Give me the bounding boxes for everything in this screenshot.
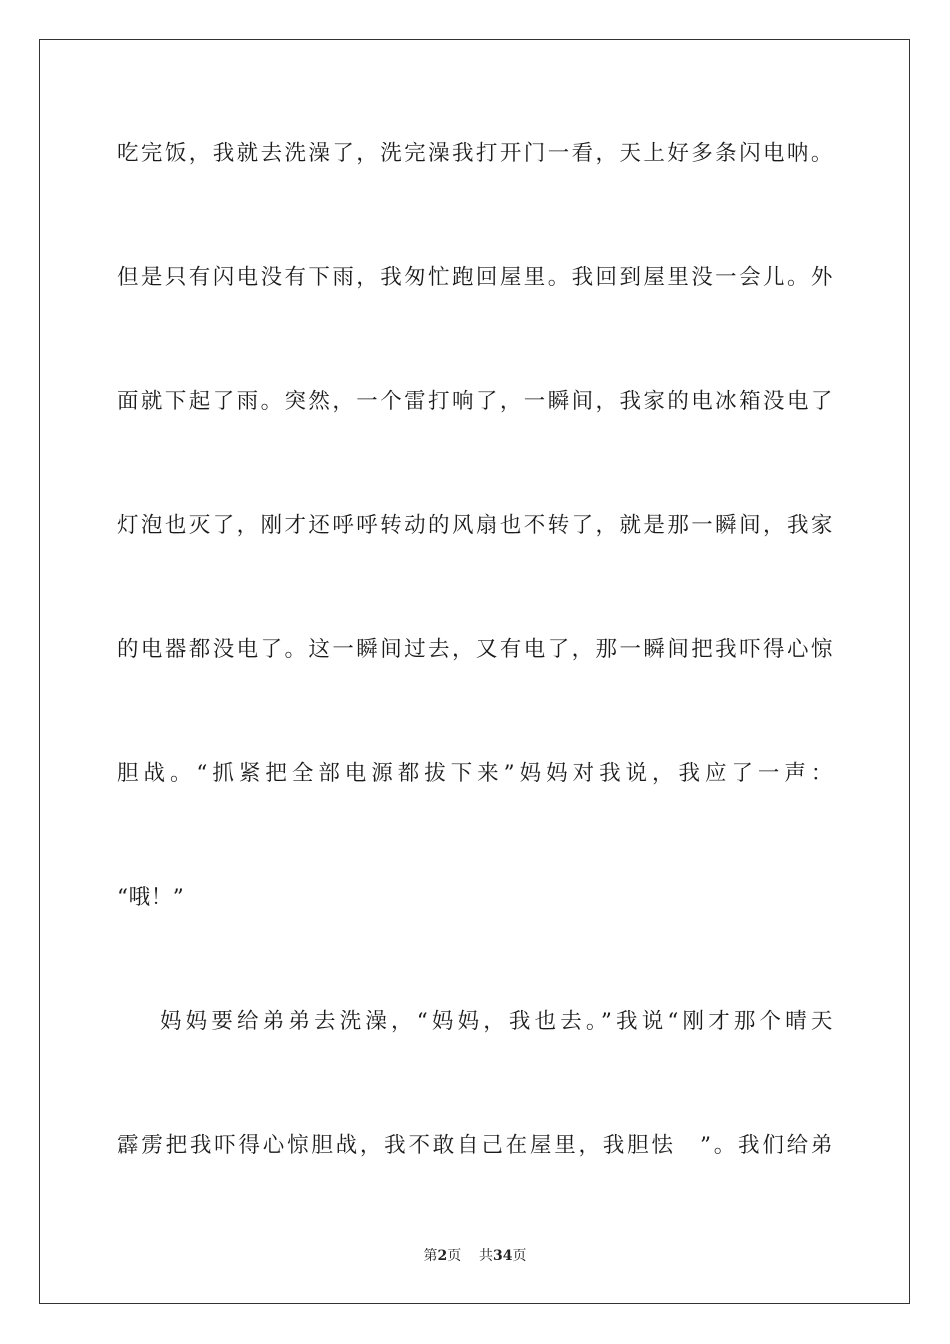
- total-pages: 34: [493, 1248, 513, 1264]
- text-line-9: 霹雳把我吓得心惊胆战，我不敢自己在屋里，我胆怯 ”。我们给弟: [117, 1133, 833, 1158]
- text-line-4: 灯泡也灭了，刚才还呼呼转动的风扇也不转了，就是那一瞬间，我家: [117, 513, 833, 538]
- total-prefix: 共: [479, 1248, 494, 1264]
- page-footer: [0, 1247, 950, 1265]
- text-line-7: “哦！”: [117, 885, 185, 910]
- total-suffix: 页: [512, 1248, 527, 1264]
- page-number: 2: [437, 1248, 448, 1264]
- text-line-8: 妈妈要给弟弟去洗澡，“妈妈，我也去。”我说“刚才那个晴天: [160, 1009, 833, 1034]
- text-line-2: 但是只有闪电没有下雨，我匆忙跑回屋里。我回到屋里没一会儿。外: [117, 265, 833, 290]
- text-line-1: 吃完饭，我就去洗澡了，洗完澡我打开门一看，天上好多条闪电呐。: [117, 141, 833, 166]
- page-suffix: 页: [447, 1248, 462, 1264]
- text-line-5: 的电器都没电了。这一瞬间过去，又有电了，那一瞬间把我吓得心惊: [117, 637, 833, 662]
- text-line-6: 胆战。“抓紧把全部电源都拔下来”妈妈对我说，我应了一声：: [117, 761, 833, 786]
- text-line-3: 面就下起了雨。突然，一个雷打响了，一瞬间，我家的电冰箱没电了: [117, 389, 833, 414]
- page-border: [39, 39, 910, 1304]
- page-prefix: 第: [423, 1248, 438, 1264]
